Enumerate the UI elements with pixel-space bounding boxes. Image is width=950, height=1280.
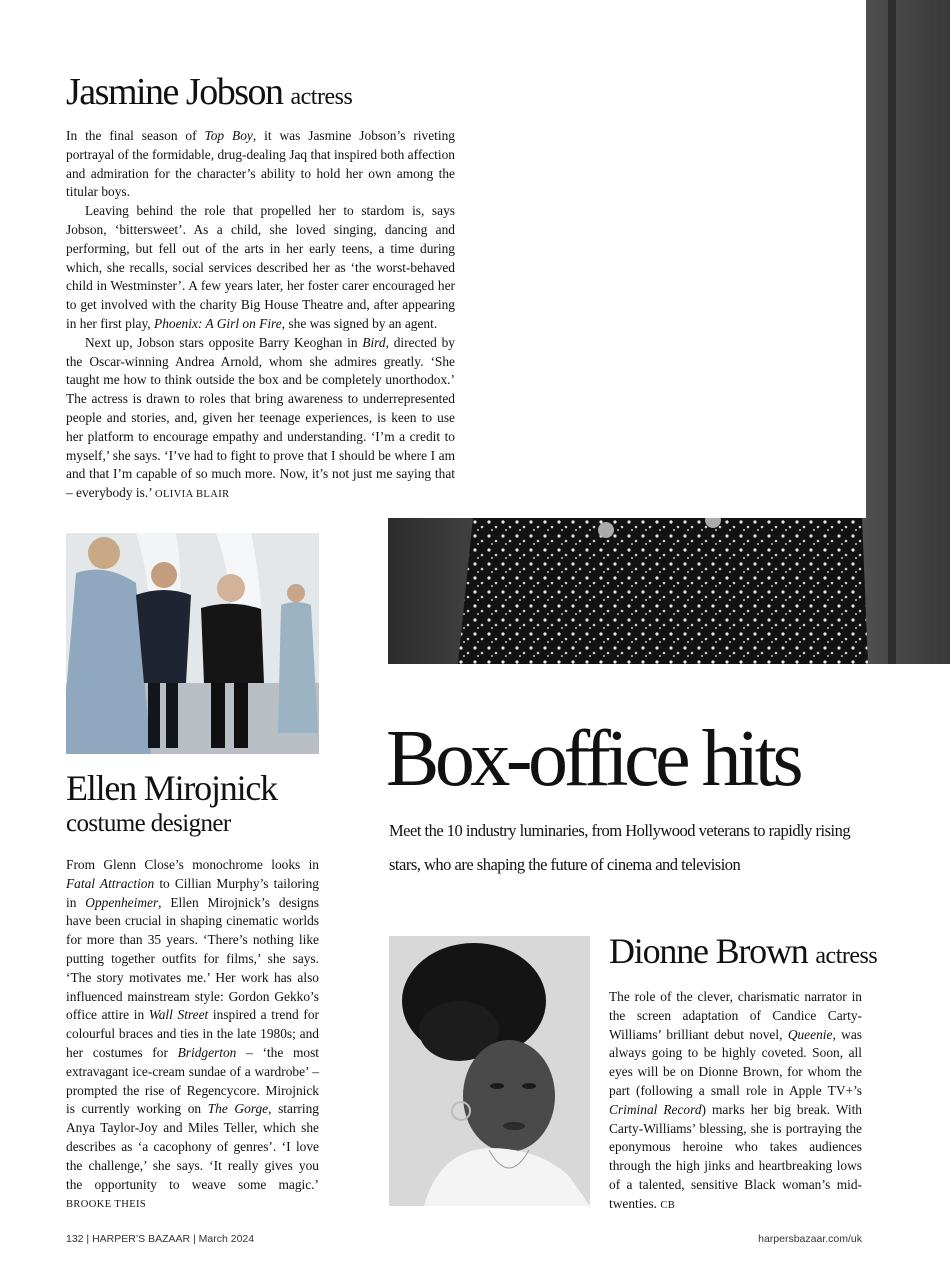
author-byline: BROOKE THEIS bbox=[66, 1199, 147, 1211]
italic-title: Fatal Attraction bbox=[66, 875, 155, 891]
page-folio: 132 | HARPER’S BAZAAR | March 2024 bbox=[66, 1233, 255, 1245]
italic-title: Bird bbox=[362, 334, 386, 350]
article-paragraph: The role of the clever, charismatic narrator in the screen adaptation of Candice Carty-Williams’ brilliant debut novel, Queenie, was always going to be highly coveted. Soon, all eyes will be on Dionne Brown, for whom the part (following a small role in Apple TV+’s Criminal Record) marks her big break. With Carty-Williams’ blessing, she is portraying the eponymous heroine who takes audiences through the high jinks and heartbreaking lows of a talented, sensitive Black woman’s mid-twenties. CB bbox=[609, 989, 863, 1211]
feature-standfirst: Meet the 10 industry luminaries, from Hollywood veterans to rapidly rising stars, who are shaping the future of cinema and television bbox=[389, 821, 851, 874]
dionne-brown-article-text bbox=[609, 988, 862, 1216]
article-paragraph: Leaving behind the role that propelled her to stardom is, says Jobson, ‘bittersweet’. As a child, she loved singing, dancing and performing, but fell out of the arts in her early teens, a time during which, she recalls, social services described her as ‘the worst-behaved child in Westminster’. A few years later, her foster carer encouraged her to get involved with the charity Big House Theatre and, after appearing in her first play, Phoenix: A Girl on Fire, she was signed by an agent. bbox=[66, 203, 455, 331]
article-paragraph: From Glenn Close’s monochrome looks in Fatal Attraction to Cillian Murphy’s tailoring in Oppenheimer, Ellen Mirojnick’s designs have been crucial in shaping cinematic worlds for more than 35 years. ‘There’s nothing like putting together outfits for films,’ she says. ‘The story motivates me.’ Her work has also influenced mainstream style: Gordon Gekko’s office attire in Wall Street inspired a trend for colourful braces and ties in the late 1980s; and her costumes for Bridgerton – ‘the most extravagant ice-cream sundae of a wardrobe’ – prompted the rise of Regencycore. Mirojnick is currently working on The Gorge, starring Anya Taylor-Joy and Miles Teller, which she describes as ‘a cacophony of genres’. ‘I love the challenge,’ she says. ‘It really gives you the opportunity to weave some magic.’ BROOKE THEIS bbox=[66, 857, 320, 1211]
italic-title: Bridgerton bbox=[177, 1044, 237, 1060]
jasmine-jobson-role: actress bbox=[290, 84, 353, 110]
feature-title: Box-office hits bbox=[386, 715, 800, 803]
ellen-mirojnick-photo-illustration bbox=[66, 533, 319, 754]
dionne-brown-role: actress bbox=[815, 943, 878, 969]
italic-title: Oppenheimer bbox=[85, 894, 159, 910]
dionne-brown-name: Dionne Brown bbox=[609, 931, 808, 971]
ellen-mirojnick-article-text bbox=[66, 856, 319, 1215]
jasmine-jobson-headline bbox=[66, 72, 352, 117]
italic-title: Queenie bbox=[787, 1026, 833, 1042]
photo-text-overlay-box bbox=[388, 0, 866, 518]
italic-title: Criminal Record bbox=[609, 1101, 702, 1117]
website-url: harpersbazaar.com/uk bbox=[758, 1233, 862, 1245]
article-paragraph: Next up, Jobson stars opposite Barry Keoghan in Bird, directed by the Oscar-winning Andrea Arnold, whom she admires greatly. ‘She taught me how to think outside the box and be completely unorthodox.’ The actress is drawn to roles that bring awareness to underrepresented people and stories, and, given her teenage experiences, is keen to use her platform to encourage empathy and understanding. ‘I’m a credit to myself,’ she says. ‘I’ve had to fight to prove that I should be where I am and that I’m capable of so much more. Now, it’s not just me saying that – everybody is.’ OLIVIA BLAIR bbox=[66, 334, 455, 501]
author-byline: OLIVIA BLAIR bbox=[155, 489, 230, 501]
italic-title: Wall Street bbox=[148, 1007, 209, 1023]
dionne-brown-photo-illustration bbox=[389, 936, 590, 1206]
italic-title: Top Boy bbox=[204, 128, 253, 143]
dionne-brown-photo bbox=[389, 936, 590, 1206]
jasmine-jobson-photo bbox=[388, 0, 950, 664]
author-byline: CB bbox=[660, 1199, 676, 1211]
italic-title: Phoenix: A Girl on Fire bbox=[154, 315, 282, 331]
ellen-mirojnick-photo bbox=[66, 533, 319, 754]
jasmine-jobson-article-text bbox=[66, 127, 455, 505]
dionne-brown-headline bbox=[609, 930, 877, 977]
ellen-mirojnick-name: Ellen Mirojnick bbox=[66, 768, 277, 808]
jasmine-jobson-name: Jasmine Jobson bbox=[66, 71, 283, 113]
italic-title: The Gorge bbox=[207, 1101, 269, 1117]
article-paragraph: In the final season of Top Boy, it was Jasmine Jobson’s riveting portrayal of the formidable, drug-dealing Jaq that inspired both affection and admiration for the character’s ability to hold her own among the titular boys. bbox=[66, 128, 455, 200]
ellen-mirojnick-role: costume designer bbox=[66, 810, 231, 837]
